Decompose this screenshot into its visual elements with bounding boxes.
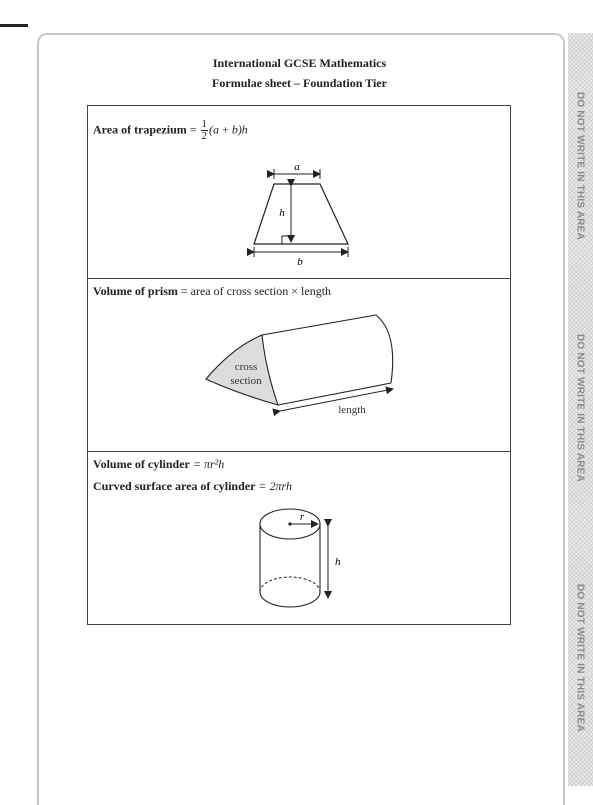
label-b: b (297, 256, 303, 268)
trapezium-formula: Area of trapezium = $\frac{1}{2}$ (a + b)h (93, 118, 248, 142)
cylinder-label-r: r (299, 511, 305, 523)
trapezium-formula-name: Area of trapezium (93, 122, 187, 137)
length-arrow (280, 389, 393, 411)
right-angle-mark (282, 236, 291, 244)
margin-warning-top: DO NOT WRITE IN THIS AREA (574, 92, 586, 240)
margin-warning-bottom: DO NOT WRITE IN THIS AREA (574, 584, 586, 732)
cross-section-label-line2: section (230, 375, 262, 387)
cylinder-surface-name: Curved surface area of cylinder (93, 479, 256, 493)
cylinder-volume-formula: Volume of cylinder = πr²h (93, 457, 225, 471)
cylinder-surface-formula: Curved surface area of cylinder = 2πrh (93, 479, 292, 493)
cylinder-bottom-front (260, 592, 320, 607)
cylinder-section (87, 451, 511, 625)
prism-formula-name: Volume of prism (93, 284, 178, 298)
one-half-fraction: $\frac{1}{2}$ (201, 118, 208, 142)
trapezium-section (87, 105, 511, 279)
cross-section-label-line1: cross (234, 361, 258, 373)
prism-section (87, 278, 511, 452)
registration-mark (0, 24, 28, 27)
trapezium-shape (254, 184, 348, 244)
cylinder-bottom-hidden (260, 577, 320, 592)
length-label: length (338, 404, 366, 416)
trapezium-diagram (88, 106, 512, 280)
prism-top-edge (262, 315, 376, 335)
sheet-subtitle: Formulae sheet – Foundation Tier (212, 76, 387, 90)
cylinder-diagram (88, 452, 512, 626)
margin-warning-middle: DO NOT WRITE IN THIS AREA (574, 334, 586, 482)
label-a: a (294, 161, 300, 173)
cylinder-label-h: h (335, 556, 341, 568)
prism-formula: Volume of prism = area of cross section × length (93, 284, 332, 298)
prism-bottom-edge (278, 383, 391, 405)
sheet-title: International GCSE Mathematics (212, 56, 387, 70)
label-h: h (279, 207, 285, 219)
cylinder-volume-name: Volume of cylinder (93, 457, 190, 471)
prism-end-curve (376, 315, 393, 383)
prism-diagram (88, 279, 512, 453)
